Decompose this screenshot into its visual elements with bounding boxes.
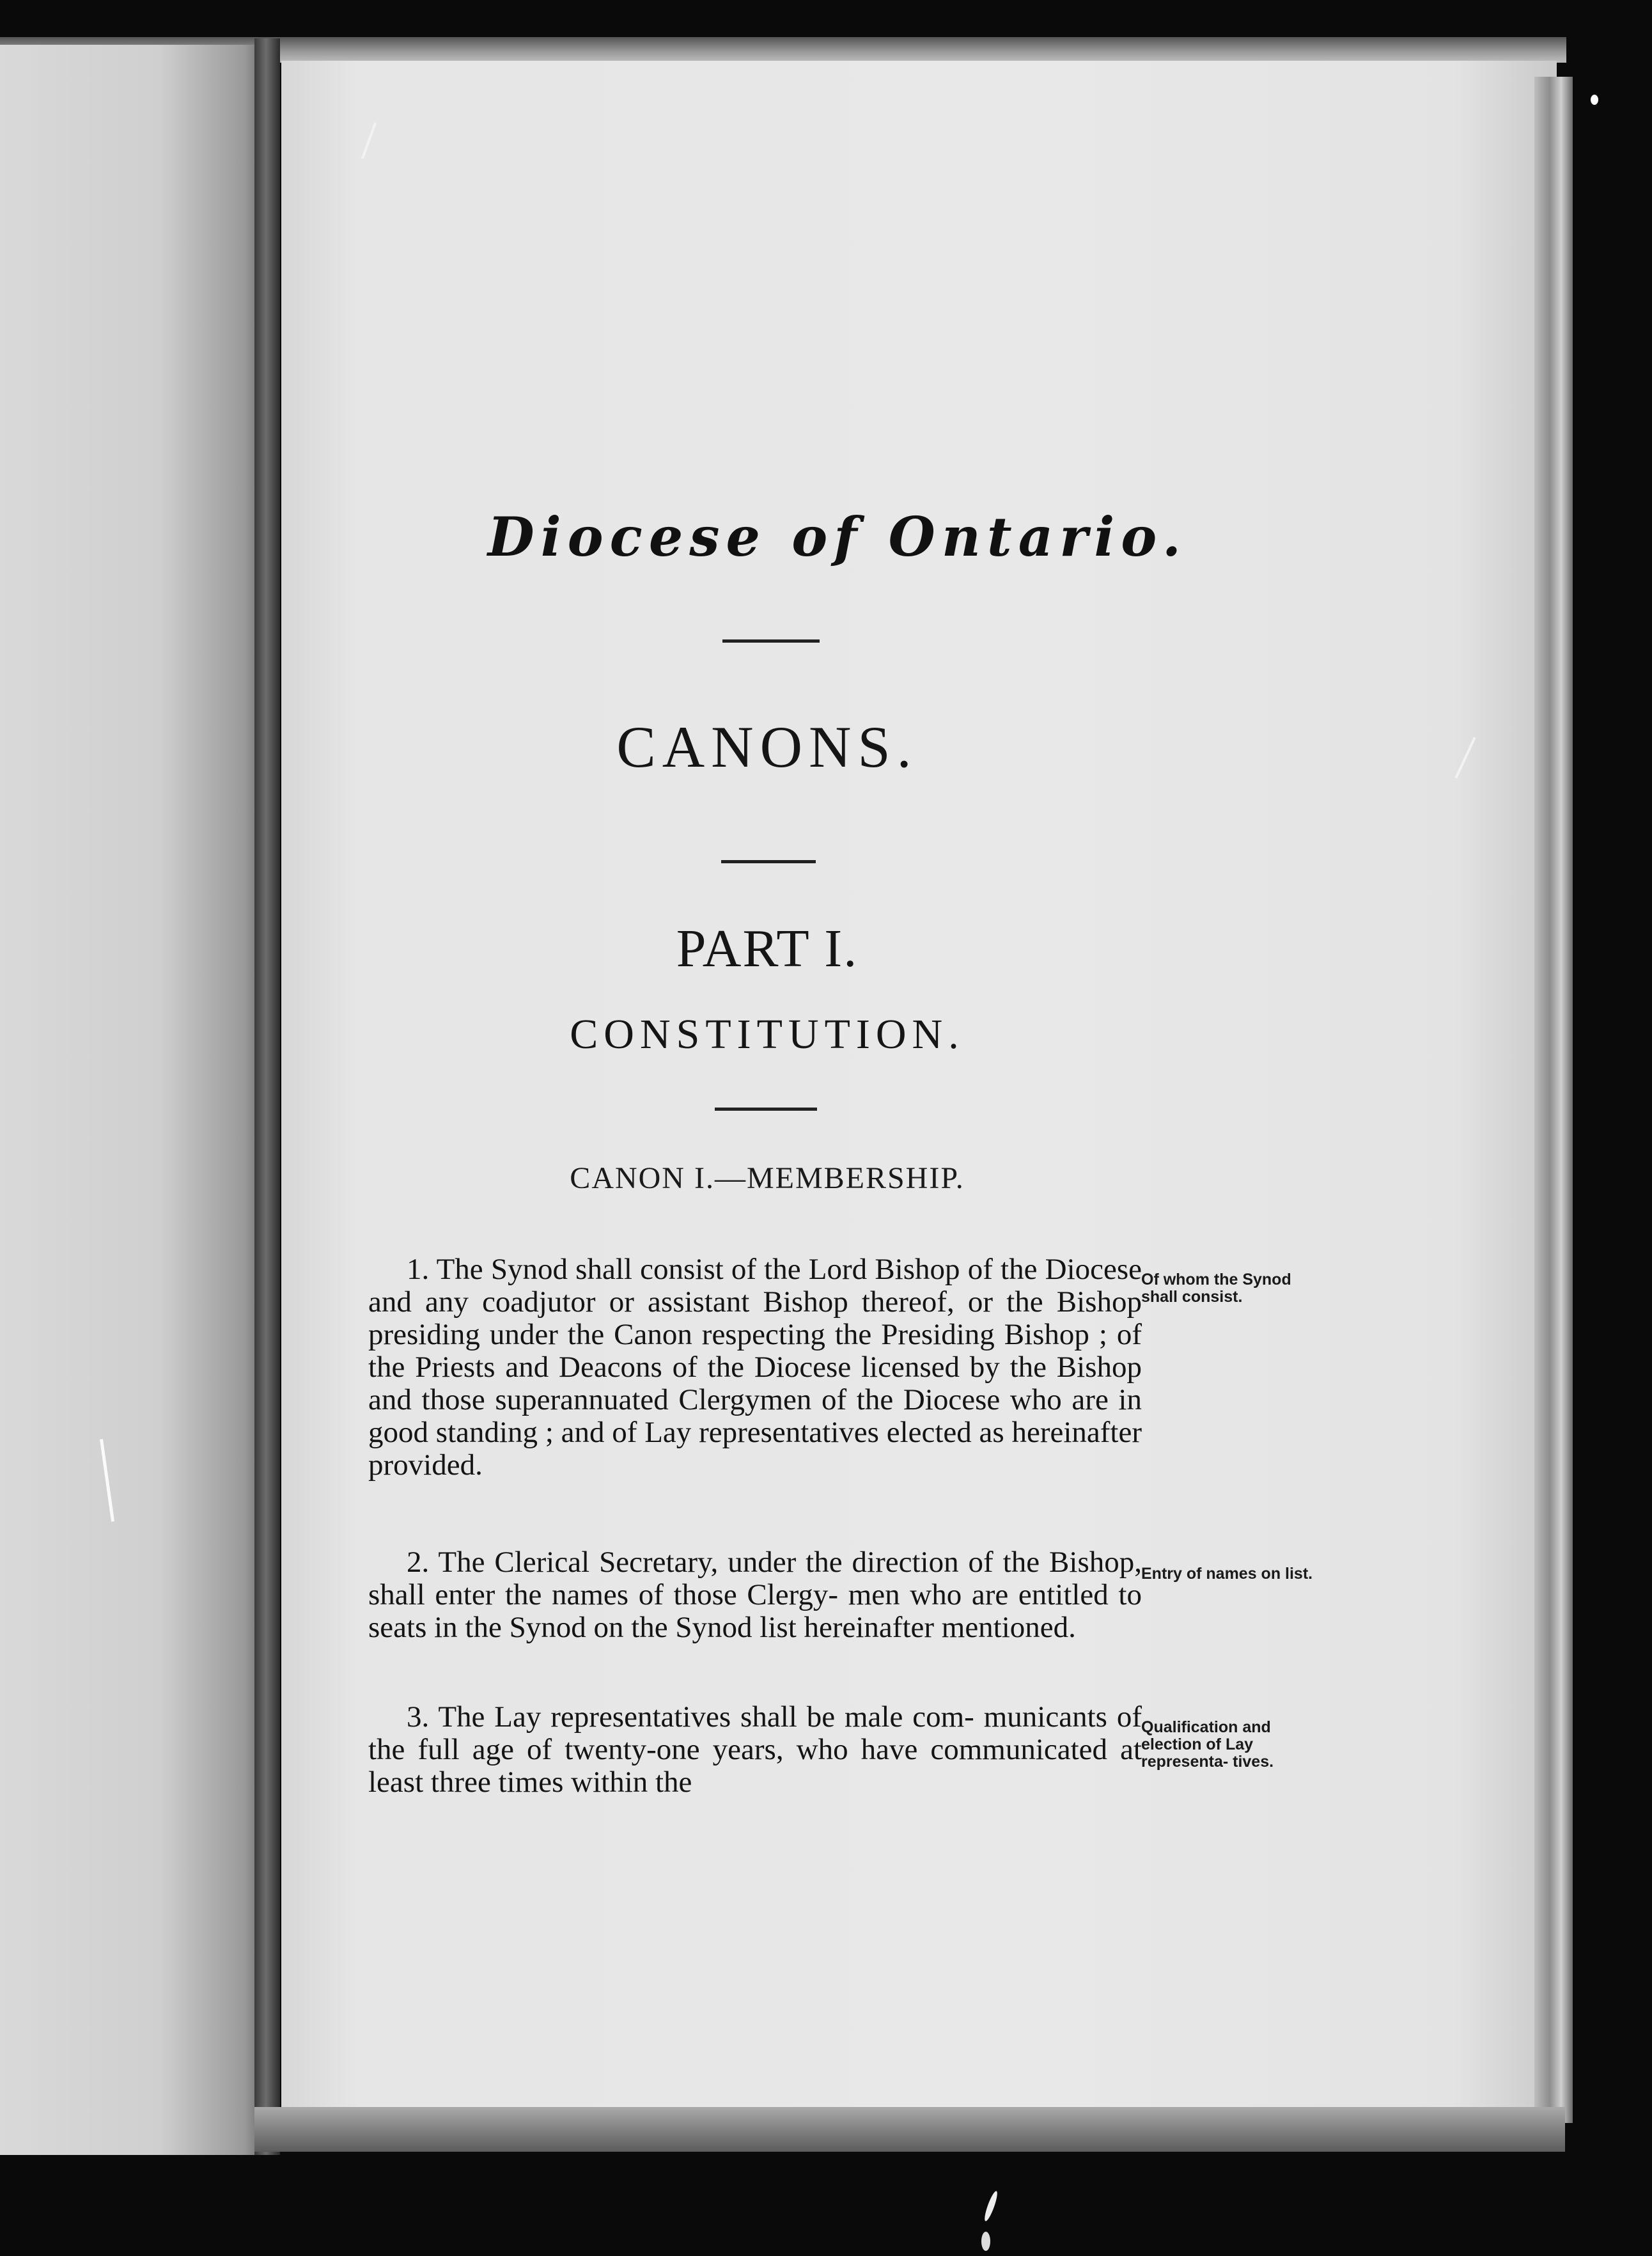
margin-note-1: Of whom the Synod shall consist. <box>1141 1271 1291 1306</box>
divider-rule <box>715 1108 817 1111</box>
divider-rule <box>722 639 820 643</box>
part-heading: PART I. <box>676 919 859 978</box>
divider-rule <box>721 860 816 863</box>
page-fore-edge <box>1534 77 1573 2123</box>
right-page <box>281 61 1557 2117</box>
scan-speck <box>983 2190 999 2222</box>
paragraph-3 <box>368 1701 1142 1799</box>
paragraph-number: 1. <box>407 1253 430 1286</box>
book-gutter <box>254 38 280 2155</box>
scan-speck <box>1591 95 1598 105</box>
paragraph-text: The Synod shall consist of the Lord Bishop of the Diocese and any coadjutor or assistant Bishop thereof, or the Bishop presiding under the Canon respecting the Presiding Bishop ; of the Priests and Deacons of the Diocese licensed by the Bishop and those superannuated Clergymen of the Diocese who are in good standing ; and of Lay representatives elected as hereinafter provided. <box>368 1253 1142 1482</box>
margin-note-2: Entry of names on list. <box>1141 1565 1313 1583</box>
paragraph-1 <box>368 1253 1142 1482</box>
canons-heading: CANONS. <box>616 714 918 779</box>
paragraph-number: 2. <box>407 1546 430 1579</box>
diocese-title: Diocese of Ontario. <box>487 505 1188 568</box>
section-heading: CONSTITUTION. <box>570 1011 965 1058</box>
paragraph-2 <box>368 1546 1142 1644</box>
left-facing-page <box>0 45 265 2155</box>
canon-title: CANON I.—MEMBERSHIP. <box>570 1161 965 1195</box>
margin-note-3: Qualification and election of Lay representa- tives. <box>1141 1718 1274 1771</box>
paragraph-number: 3. <box>407 1700 430 1734</box>
paragraph-text: The Lay representatives shall be male com- municants of the full age of twenty-one years, who have communicated at least three times within the <box>368 1700 1142 1799</box>
paragraph-text: The Clerical Secretary, under the direction of the Bishop, shall enter the names of those Clergy- men who are entitled to seats in the Synod on the Synod list hereinafter mentioned. <box>368 1546 1142 1644</box>
page-bottom-edge <box>254 2107 1565 2152</box>
scan-speck <box>981 2232 990 2251</box>
